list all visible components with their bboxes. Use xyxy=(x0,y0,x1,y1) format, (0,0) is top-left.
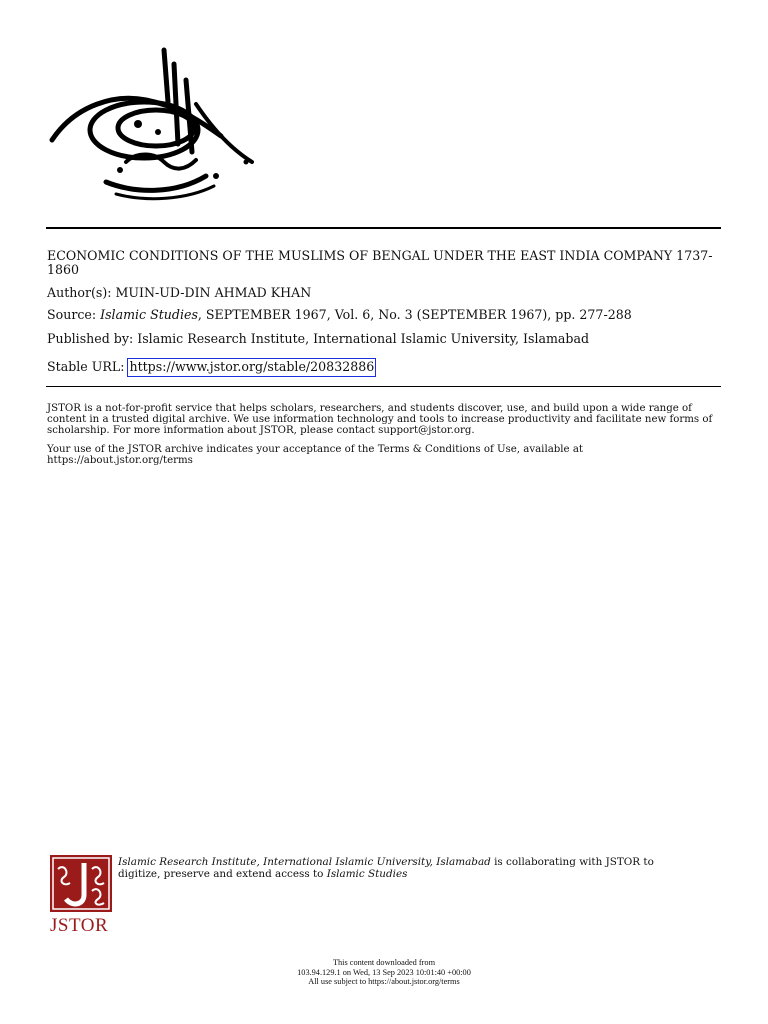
collab-publisher: Islamic Research Institute, International Islamic University, Islamabad xyxy=(118,856,491,868)
jstor-logo-icon xyxy=(50,855,112,912)
footer-line-1: This content downloaded from xyxy=(332,958,436,967)
source-details: , SEPTEMBER 1967, Vol. 6, No. 3 (SEPTEMBER 1967), pp. 277-288 xyxy=(197,307,632,322)
jstor-wordmark: JSTOR xyxy=(50,915,109,936)
footer-line-3: All use subject to https://about.jstor.org/terms xyxy=(308,977,460,986)
collab-middle-text: is collaborating with JSTOR to digitize, preserve and extend access to xyxy=(118,856,654,880)
calligraphy-emblem-icon xyxy=(46,44,258,206)
source-label: Source: xyxy=(47,307,97,322)
collaboration-statement xyxy=(118,856,678,880)
jstor-notice: JSTOR is a not-for-profit service that helps scholars, researchers, and students discover, use, and build upon a wide range of content in a trusted digital archive. We use information technology and tools to increase productivity and facilitate new forms of scholarship. For more information about JSTOR, please contact support@jstor.org. xyxy=(47,403,713,436)
download-footer xyxy=(0,958,768,987)
footer-line-2: 103.94.129.1 on Wed, 13 Sep 2023 10:01:40 +00:00 xyxy=(297,967,471,977)
collab-journal: Islamic Studies xyxy=(326,868,408,880)
author-line xyxy=(47,286,721,300)
stable-url-line xyxy=(47,358,721,377)
article-title: ECONOMIC CONDITIONS OF THE MUSLIMS OF BENGAL UNDER THE EAST INDIA COMPANY 1737-1860 xyxy=(47,248,713,277)
author-label: Author(s): xyxy=(47,285,112,300)
publisher-name: Islamic Research Institute, International Islamic University, Islamabad xyxy=(137,331,590,346)
source-journal: Islamic Studies xyxy=(100,307,198,322)
publisher-line xyxy=(47,332,721,346)
publisher-label: Published by: xyxy=(47,331,134,346)
terms-notice: Your use of the JSTOR archive indicates your acceptance of the Terms & Conditions of Use, available at https://about.jstor.org/terms xyxy=(47,444,583,466)
stable-url-label: Stable URL: xyxy=(47,359,125,374)
jstor-emblem-icon xyxy=(50,855,112,912)
author-name: MUIN-UD-DIN AHMAD KHAN xyxy=(115,285,312,300)
source-line xyxy=(47,308,721,322)
header-divider xyxy=(46,227,721,229)
stable-url-link[interactable]: https://www.jstor.org/stable/20832886 xyxy=(127,358,376,377)
section-divider xyxy=(46,386,721,387)
